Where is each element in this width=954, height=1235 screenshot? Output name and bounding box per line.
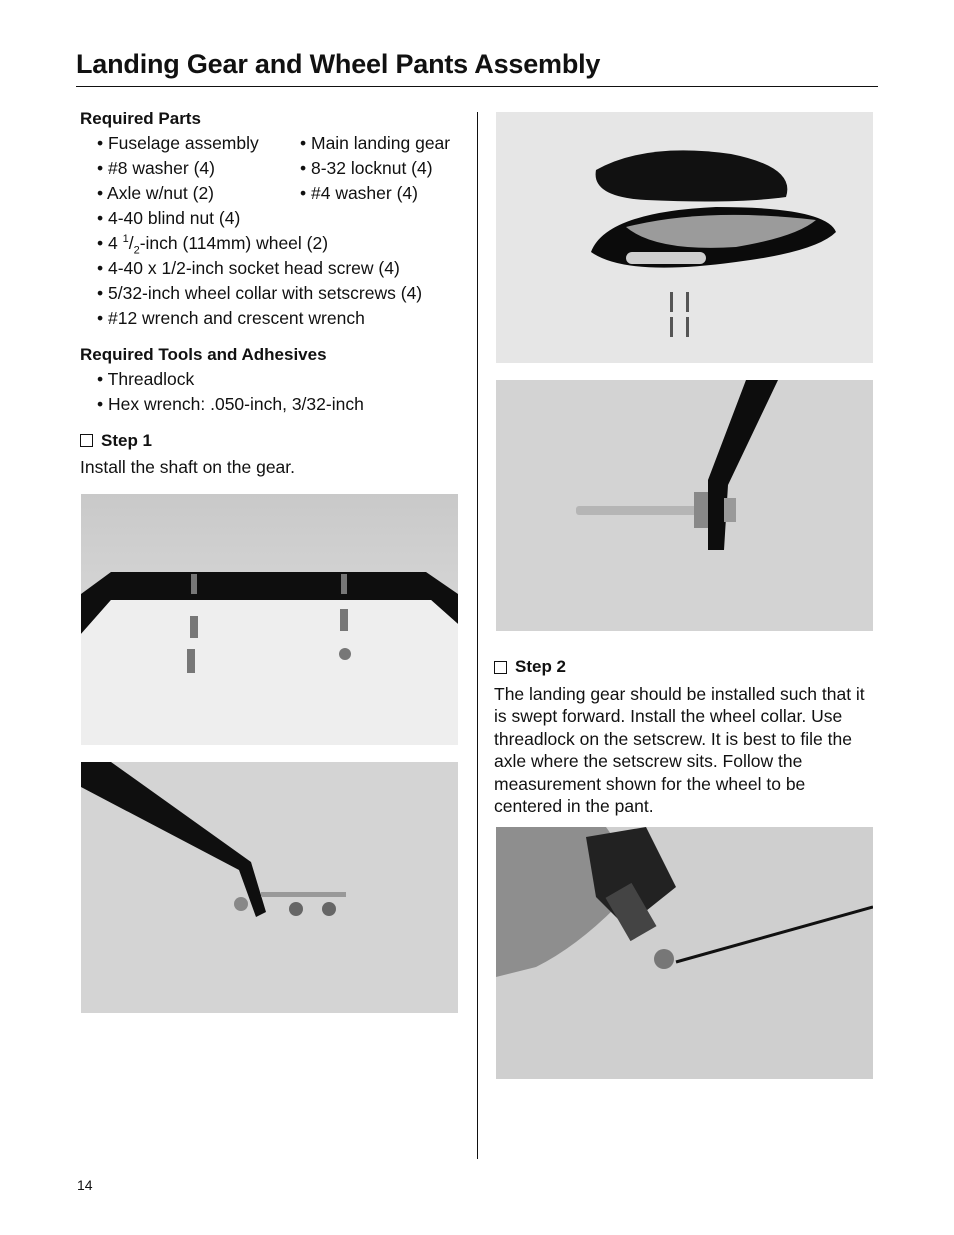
step2-section [494, 656, 878, 818]
checkbox-icon[interactable] [494, 661, 507, 674]
part-item: • 5/32-inch wheel collar with setscrews (4) [97, 283, 423, 303]
part-item: • Axle w/nut (2) [97, 183, 215, 203]
part-item: • #4 washer (4) [300, 183, 418, 203]
part-item: • #12 wrench and crescent wrench [97, 308, 365, 328]
required-tools-heading: Required Tools and Adhesives [80, 345, 327, 364]
column-divider [477, 112, 478, 1159]
part-item: • Fuselage assembly [97, 133, 259, 153]
step1-heading [80, 428, 470, 453]
parts-row [97, 156, 470, 181]
fraction-numerator: 1 [122, 233, 129, 246]
checkbox-icon[interactable] [80, 434, 93, 447]
required-parts-list [80, 131, 470, 331]
left-column [80, 106, 470, 480]
step2-text: The landing gear should be installed such that it is swept forward. Install the wheel collar. Use threadlock on the setscrew. It is best to file the axle where the setscrew sits. Follow the measurement shown for the wheel to be centered in the pant. [494, 683, 865, 816]
title-divider [76, 86, 878, 87]
part-item-wheel [97, 231, 470, 256]
part-item: • 4-40 x 1/2-inch socket head screw (4) [97, 258, 400, 278]
fraction-denominator: 2 [133, 244, 140, 257]
step1-text: Install the shaft on the gear. [80, 457, 296, 477]
wheel-prefix: • 4 [97, 233, 123, 253]
page-title: Landing Gear and Wheel Pants Assembly [76, 49, 601, 79]
tool-item: • Hex wrench: .050-inch, 3/32-inch [97, 394, 364, 414]
parts-row [97, 181, 470, 206]
part-item: • 8-32 locknut (4) [300, 158, 433, 178]
part-item: • Main landing gear [300, 133, 451, 153]
parts-row [97, 131, 470, 156]
step2-label: Step 2 [515, 657, 567, 676]
wheel-suffix: -inch (114mm) wheel (2) [139, 233, 329, 253]
part-item: • 4-40 blind nut (4) [97, 208, 241, 228]
page-number: 14 [77, 1177, 93, 1193]
step1-label: Step 1 [101, 431, 153, 450]
step2-heading [494, 656, 878, 679]
photo-gear-screws [81, 494, 458, 745]
photo-wheel-pants [496, 112, 873, 363]
photo-threadlock [496, 827, 873, 1079]
required-parts-heading: Required Parts [80, 109, 201, 128]
required-tools-list [80, 367, 470, 417]
fraction-slash: / [128, 233, 134, 253]
tool-item: • Threadlock [97, 369, 195, 389]
part-item: • #8 washer (4) [97, 158, 215, 178]
photo-axle-installed [496, 380, 873, 631]
photo-gear-axle [81, 762, 458, 1013]
